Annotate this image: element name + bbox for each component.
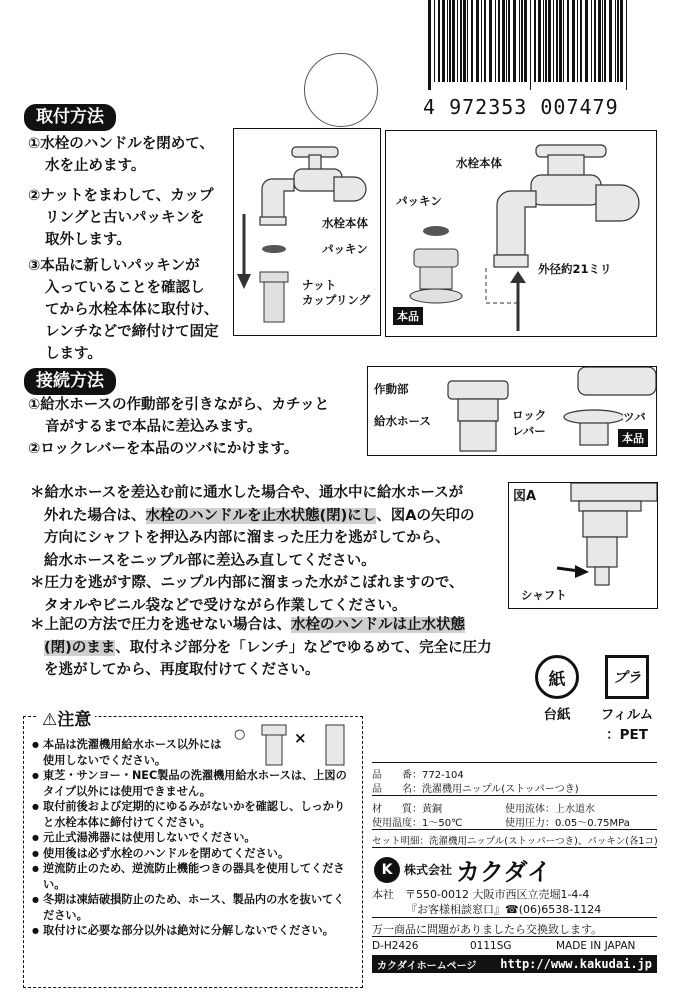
spec-value: 〒550-0012 大阪市西区立売堀1-4-4 [405, 888, 590, 901]
barcode-bar [521, 0, 523, 82]
faucet-connection-illustration [386, 131, 656, 336]
barcode-bar [428, 0, 431, 90]
step-line: ②ロックレバーを本品のツバにかけます。 [28, 441, 299, 457]
barcode-bar [598, 0, 601, 82]
barcode-bar [572, 0, 575, 82]
caution-box [23, 710, 363, 988]
product-tag: 本品 [393, 307, 423, 325]
barcode-bar [626, 0, 627, 90]
paper-label: 台紙 [543, 707, 571, 723]
barcode-bar [559, 0, 562, 82]
barcode-bar [609, 0, 612, 82]
note-3 [30, 614, 505, 682]
label-hose: 給水ホース [374, 414, 431, 428]
spec-label: 使用圧力： [505, 818, 555, 829]
barcode-bar [495, 0, 496, 82]
note-text: ＊上記の方法で圧力を逃せない場合は、 [30, 617, 291, 633]
barcode-bar [463, 0, 466, 82]
spec-value: 1～50℃ [422, 818, 463, 829]
paper-mark-text: 紙 [548, 669, 566, 690]
note-line: タオルやビニル袋などで受けながら作業してください。 [44, 597, 407, 614]
film-material: ：PET [606, 727, 648, 743]
company-logo [374, 852, 551, 887]
spec-value: 772-104 [422, 770, 464, 781]
barcode-bar [543, 0, 544, 82]
spec-label: 品 番： [372, 770, 422, 781]
spec-value: MADE IN JAPAN [556, 940, 636, 952]
step-line: リングと古いパッキンを [45, 210, 205, 226]
barcode-bar [538, 0, 541, 82]
barcode-bar [602, 0, 603, 82]
spec-made [556, 940, 635, 952]
caution-item: ● 逆流防止のため、逆流防止機能つきの器具を使用してください。 [32, 861, 354, 892]
spec-contact [406, 901, 601, 917]
barcode-bar [577, 0, 578, 82]
barcode-bar [460, 0, 462, 82]
barcode-bar [513, 0, 516, 82]
label-coupling: カップリング [302, 293, 371, 307]
barcode-bar [471, 0, 473, 82]
company-name: カクダイ [456, 858, 552, 886]
barcode-number: 4 972353 007479 [423, 95, 619, 119]
spec-code [372, 940, 419, 952]
spec-label: 使用流体： [505, 804, 555, 815]
note-highlight: 水栓のハンドルを止水状態(閉)にし [145, 507, 377, 524]
label-nut: ナット [302, 278, 337, 292]
spec-value: 洗濯機用ニップル(ストッパーつき) [422, 784, 579, 795]
spec-label: 材 質： [372, 804, 422, 815]
mounting-diagram-1 [233, 128, 381, 336]
step-line: ①給水ホースの作動部を引きながら、カチッと [28, 397, 330, 413]
spec-value: 黄銅 [422, 804, 442, 815]
caution-item: ● 元止式湯沸器には使用しないでください。 [32, 830, 354, 846]
barcode-bar [548, 0, 551, 82]
ng-mark: × [294, 729, 307, 747]
spec-label: 品 名： [372, 784, 422, 795]
spec-value: 上水道水 [555, 804, 595, 815]
spec-label: 本社 [372, 888, 394, 901]
label-packing-2: パッキン [396, 194, 442, 208]
step-line: てから水栓本体に取付け、 [45, 302, 219, 318]
step-line: ①水栓のハンドルを閉めて、 [28, 136, 214, 152]
caution-item: ● 使用後は必ず水栓のハンドルを閉めてください。 [32, 846, 354, 862]
barcode-bar [553, 0, 554, 82]
company-prefix: 株式会社 [404, 863, 453, 877]
recycle-paper [530, 655, 584, 723]
spec-temp [372, 814, 462, 829]
barcode-bar [506, 0, 507, 82]
barcode-bars [420, 0, 635, 90]
step-line: ③本品に新しいパッキンが [28, 258, 200, 274]
spec-partno [372, 766, 464, 781]
barcode-bar [457, 0, 458, 82]
spec-exchange [372, 921, 602, 937]
step-line: ②ナットをまわして、カップ [28, 188, 214, 204]
spec-value: 万一商品に問題がありましたら交換致します。 [372, 923, 603, 936]
label-packing: パッキン [322, 242, 368, 256]
barcode-bar [585, 0, 588, 82]
barcode-bar [534, 0, 536, 82]
step-line: レンチなどで締付けて固定 [45, 324, 219, 340]
barcode-bar [594, 0, 596, 82]
barcode-bar [617, 0, 619, 82]
hang-hole [304, 53, 378, 127]
note-line: ＊給水ホースを差込む前に通水した場合や、通水中に給水ホースが [30, 485, 464, 501]
spec-value: 0111SG [470, 940, 512, 952]
barcode-bar [476, 0, 479, 82]
barcode-bar [467, 0, 468, 82]
spec-material [372, 800, 442, 815]
caution-item: ● 取付前後および定期的にゆるみがないかを確認し、しっかりと水栓本体に締付けてください。 [32, 799, 354, 830]
note-line [30, 614, 505, 637]
homepage-label: カクダイホームページ [377, 960, 477, 972]
step-line: します。 [45, 346, 102, 362]
note-line: 給水ホースをニップル部に差込み直してください。 [44, 552, 376, 569]
spec-value: 『お客様相談窓口』☎(06)6538-1124 [406, 903, 602, 916]
product-tag-2: 本品 [618, 429, 648, 447]
barcode-bar [524, 0, 527, 82]
spec-value: 洗濯機用ニップル(ストッパーつき)、パッキン(各1コ) [429, 836, 658, 847]
warning-icon: ⚠ [42, 710, 58, 730]
label-shaft: シャフト [521, 588, 567, 602]
barcode-bar [481, 0, 482, 82]
spec-label: セット明細： [372, 836, 430, 847]
note-line [30, 637, 505, 660]
homepage-url[interactable]: http://www.kakudai.jp [500, 957, 652, 971]
mounting-diagram-2 [385, 130, 657, 337]
barcode-bar [530, 0, 531, 90]
barcode-bar [438, 0, 440, 82]
company-mark-icon: K [374, 857, 400, 883]
label-flange: ツバ [623, 410, 646, 424]
caution-title: 注意 [57, 710, 92, 730]
step-line: 入っていることを確認し [45, 280, 205, 296]
recycle-plastic [592, 655, 662, 743]
label-faucet-2: 水栓本体 [456, 156, 502, 170]
caution-list [32, 737, 354, 939]
mounting-title: 取付方法 [24, 104, 116, 131]
barcode-bar [545, 0, 547, 82]
barcode-bar [591, 0, 592, 82]
spec-name [372, 780, 579, 795]
caution-item: ● 本品は洗濯機用給水ホース以外には使用しないでください。 [32, 737, 232, 768]
barcode-bar [484, 0, 486, 82]
connection-steps [28, 394, 368, 460]
spec-value: D-H2426 [372, 940, 419, 952]
figure-a-label: 図A [513, 489, 537, 504]
barcode-bar [615, 0, 616, 82]
barcode-bar [502, 0, 505, 82]
label-diameter: 外径約21ミリ [538, 262, 612, 276]
note-text: 外れた場合は、 [44, 507, 146, 524]
barcode-bar [556, 0, 558, 82]
caution-item: ● 東芝・サンヨー・NEC製品の洗濯機用給水ホースは、上図のタイプ以外には使用できません。 [32, 768, 354, 799]
barcode-bar [447, 0, 448, 82]
note-text: 、取付ネジ部分を「レンチ」などでゆるめて、完全に圧力 [115, 639, 492, 656]
connection-title: 接続方法 [24, 368, 116, 395]
mounting-steps [28, 133, 238, 365]
barcode-bar [567, 0, 569, 82]
label-lock-1: ロック [512, 408, 547, 422]
film-label: フィルム [600, 707, 654, 723]
barcode-bar [489, 0, 492, 82]
spec-fluid [505, 800, 595, 815]
barcode-bar [563, 0, 564, 82]
note-line: ＊圧力を逃がす際、ニップル内部に溜まった水がこぼれますので、 [30, 575, 464, 591]
note-line [30, 505, 500, 528]
homepage-bar [372, 955, 657, 973]
barcode [420, 0, 635, 90]
note-highlight: 水栓のハンドルは止水状態 [291, 617, 465, 633]
spec-label: 使用温度： [372, 818, 422, 829]
spec-value: 0.05～0.75MPa [555, 818, 630, 829]
step-line: 音がするまで本品に差込みます。 [45, 419, 262, 435]
spec-address [372, 886, 589, 902]
barcode-bar [434, 0, 435, 82]
caution-item: ● 取付けに必要な部分以外は絶対に分解しないでください。 [32, 923, 354, 939]
plastic-mark-text: プラ [613, 670, 641, 686]
connection-diagram [367, 366, 657, 456]
note-highlight: (閉)のまま [44, 639, 116, 656]
label-faucet: 水栓本体 [322, 216, 368, 230]
barcode-bar [620, 0, 623, 82]
barcode-bar [452, 0, 455, 82]
note-2 [30, 572, 500, 617]
step-line: 取外します。 [45, 232, 131, 248]
spec-set [372, 833, 658, 847]
barcode-bar [449, 0, 451, 82]
label-lock-2: レバー [512, 424, 546, 438]
figure-a [508, 482, 658, 609]
barcode-bar [508, 0, 510, 82]
ok-mark: ○ [234, 727, 246, 742]
note-line: を逃がしてから、再度取付けてください。 [44, 662, 320, 678]
note-text: 、図Aの矢印の [376, 507, 475, 524]
label-action: 作動部 [374, 382, 409, 396]
barcode-bar [442, 0, 445, 82]
barcode-bar [604, 0, 606, 82]
note-1 [30, 482, 500, 572]
caution-header [38, 705, 95, 730]
step-line: 水を止めます。 [45, 158, 146, 174]
barcode-bar [498, 0, 500, 82]
spec-pressure [505, 814, 630, 829]
paper-recycle-icon [535, 655, 579, 699]
note-line: 方向にシャフトを押込み内部に溜まった圧力を逃がしてから、 [44, 530, 450, 546]
spec-lot [470, 940, 512, 952]
caution-item: ● 冬期は凍結破損防止のため、ホース、製品内の水を抜いてください。 [32, 892, 354, 923]
barcode-bar [519, 0, 520, 82]
barcode-bar [580, 0, 582, 82]
plastic-recycle-icon [605, 655, 649, 699]
